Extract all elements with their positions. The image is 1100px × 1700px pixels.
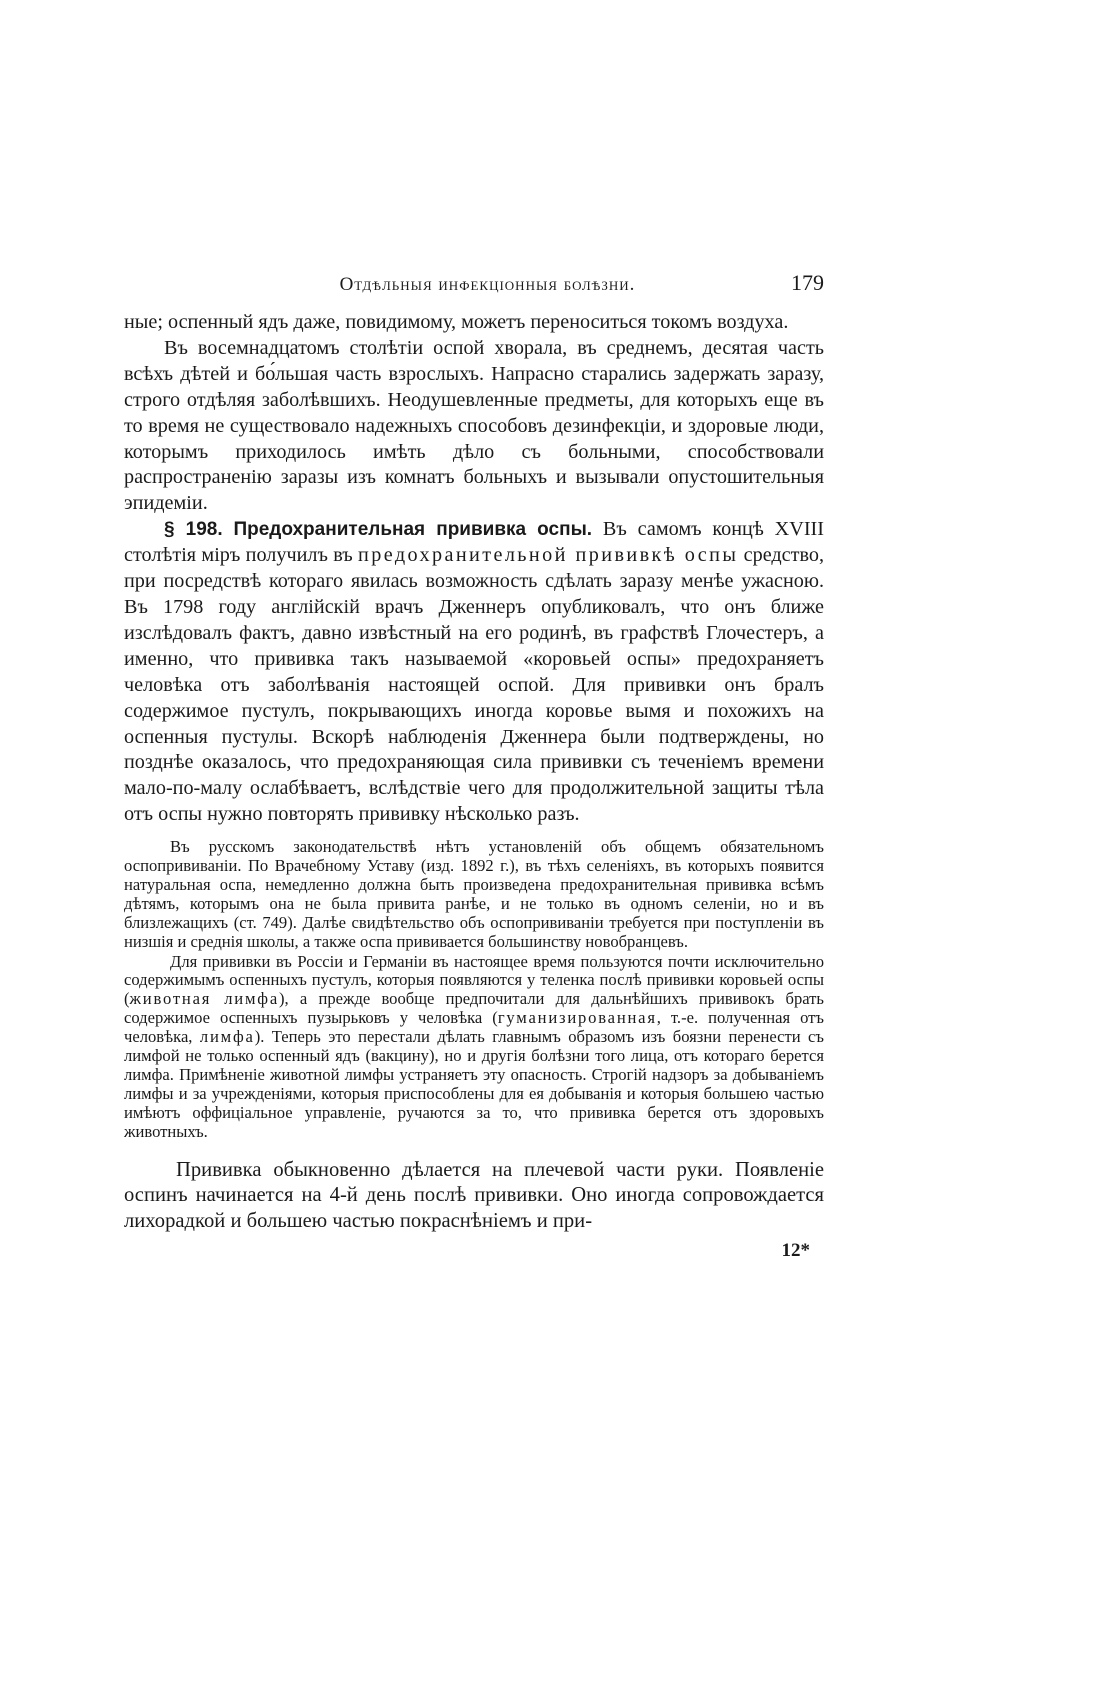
paragraph-eighteenth-century: Въ восемнадцатомъ столѣтіи оспой хворала, въ среднемъ, десятая часть всѣхъ дѣтей и бо́льшая часть взрослыхъ. Напрасно старались задержать заразу, строго отдѣляя заболѣвшихъ. Неодушевленные предметы, для которыхъ еще въ то время не существовало надежныхъ способовъ дезинфекціи, и здоровые люди, которымъ приходилось имѣть дѣло съ больными, способствовали распространенію заразы изъ комнатъ больныхъ и вызывали опустошительныя эпидеміи. xyxy=(124,336,824,515)
closing-text xyxy=(124,1158,824,1235)
note-lymph-text-a: Для прививки въ Россіи и Германіи въ настоящее время пользуются почти исключительно содержимымъ оспенныхъ пустулъ, которыя появляются у теленка послѣ прививки коровьей оспы ( xyxy=(124,951,824,1009)
emphasis-lymph: лимфа xyxy=(199,1027,255,1047)
page-number: 179 xyxy=(791,270,824,295)
emphasis-animal-lymph: животная лимфа xyxy=(129,989,279,1009)
emphasis-prophylactic-vaccination: предохранительной прививкѣ оспы xyxy=(358,544,739,567)
book-page xyxy=(124,270,824,1262)
section-title: Предохранительная прививка оспы. xyxy=(233,519,593,541)
signature-mark: 12* xyxy=(781,1240,810,1262)
section-text-a: Въ самомъ концѣ XVIII столѣтія міръ получилъ въ xyxy=(124,518,824,567)
small-print-notes xyxy=(124,838,824,1142)
paragraph-continuation: ные; оспенный ядъ даже, повидимому, можетъ переноситься токомъ воздуха. xyxy=(124,311,789,333)
emphasis-humanized: гуманизированная xyxy=(497,1008,657,1028)
paragraph-section-198 xyxy=(124,517,824,828)
section-number: § 198. xyxy=(164,519,223,541)
note-lymph-text-c: , т.-е. полученная отъ человѣка, xyxy=(124,1008,824,1047)
page-header xyxy=(124,270,824,304)
note-russian-legislation: Въ русскомъ законодательствѣ нѣтъ установленій объ общемъ обязательномъ оспопрививаніи. По Врачебному Уставу (изд. 1892 г.), въ тѣхъ селеніяхъ, въ которыхъ появится натуральная оспа, немедленно должна быть произведена предохранительная прививка всѣмъ дѣтямъ, которымъ она не была привита ранѣе, и не только въ одномъ селеніи, но и въ близлежащихъ (ст. 749). Далѣе свидѣтельство объ оспопрививаніи требуется при поступленіи въ низшія и среднія школы, а также оспа прививается большинству новобранцевъ. xyxy=(124,837,824,951)
running-head: Отдѣльныя инфекціонныя болѣзни. xyxy=(339,274,636,295)
note-lymph-text-d: ). Теперь это перестали дѣлать главнымъ образомъ изъ боязни перенести съ лимфой не только оспенный ядъ (вакцину), но и другія болѣзни того лица, отъ котораго берется лимфа. Примѣненіе животной лимфы устраняетъ эту опасность. Строгій надзоръ за добываніемъ лимфы и за учрежденіями, которыя приспособлены для ея добыванія и которыя большею частью имѣютъ оффиціальное управленіе, ручаются за то, что прививка берется отъ здоровыхъ животныхъ. xyxy=(124,1027,824,1141)
paragraph-vaccination-site: Прививка обыкновенно дѣлается на плечевой части руки. Появленіе оспинъ начинается на 4-й день послѣ прививки. Оно иногда сопровождается лихорадкой и большею частью покраснѣніемъ и при- xyxy=(124,1158,824,1232)
note-lymph xyxy=(124,953,824,1142)
main-text xyxy=(124,310,824,828)
note-lymph-text-b: ), а прежде вообще предпочитали для дальнѣйшихъ прививокъ брать содержимое оспенныхъ пузырьковъ у человѣка ( xyxy=(124,989,824,1028)
section-text-b: средство, при посредствѣ котораго явилась возможность сдѣлать заразу менѣе ужасною. Въ 1798 году англійскій врачъ Дженнеръ опубликовалъ, что онъ ближе изслѣдовалъ фактъ, давно извѣстный на его родинѣ, въ графствѣ Глочестеръ, а именно, что прививка такъ называемой «коровьей оспы» предохраняетъ человѣка отъ заболѣванія настоящей оспой. Для прививки онъ бралъ содержимое пустулъ, покрывающихъ иногда коровье вымя и похожихъ на оспенныя пустулы. Вскорѣ наблюденія Дженнера были подтверждены, но позднѣе оказалось, что предохраняющая сила прививки съ теченіемъ времени мало-по-малу ослабѣваетъ, вслѣдствіе чего для продолжительной защиты тѣла отъ оспы нужно повторять прививку нѣсколько разъ. xyxy=(124,544,824,826)
